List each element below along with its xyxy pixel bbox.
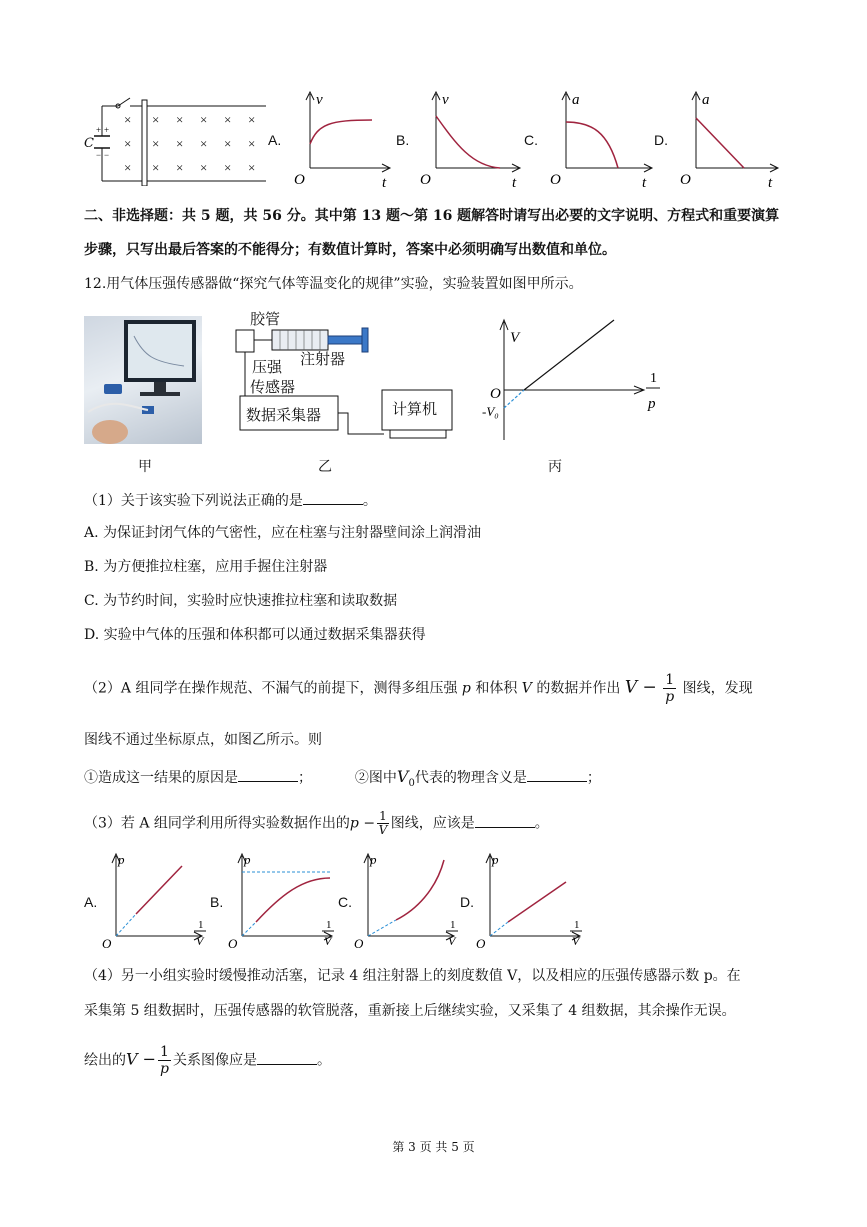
capacitor-label: C <box>84 136 94 151</box>
part4-frac-num: 1 <box>160 1044 169 1060</box>
caption-jia: 甲 <box>138 459 152 475</box>
part3-fx: p − <box>349 815 376 832</box>
graph-c-x-den: p <box>648 396 656 412</box>
part4-fx: V − <box>126 1049 157 1069</box>
p3b-xden: V <box>324 934 332 948</box>
svg-text:×: × <box>200 160 208 175</box>
top-graph-c <box>546 88 658 190</box>
svg-text:+: + <box>96 125 102 135</box>
part2-p: p <box>461 680 471 697</box>
part2-pre: （2）A 组同学在操作规范、不漏气的前提下，测得多组压强 <box>84 680 458 697</box>
p3d-y: p <box>492 852 499 867</box>
part3-end: 。 <box>534 815 549 832</box>
label-computer: 计算机 <box>392 400 438 418</box>
svg-text:×: × <box>152 136 160 151</box>
part3-blank[interactable] <box>475 813 535 828</box>
top-graph-a-y-label: v <box>316 92 323 108</box>
top-option-c: C. <box>524 132 538 148</box>
top-option-d: D. <box>654 132 668 148</box>
label-sensor-2: 传感器 <box>250 378 296 396</box>
p3b-xnum: 1 <box>326 919 332 931</box>
part2-V: V <box>521 680 532 697</box>
top-graph-a <box>290 88 394 190</box>
svg-text:×: × <box>124 160 132 175</box>
p3d-xnum: 1 <box>574 919 580 931</box>
svg-text:×: × <box>248 136 256 151</box>
part2-end: ； <box>586 770 601 786</box>
part2-item1: ①造成这一结果的原因是 <box>84 770 238 786</box>
part2-item2a: ②图中 <box>354 770 397 786</box>
part4-post: 关系图像应是 <box>172 1052 257 1069</box>
top-graph-c-y-label: a <box>572 92 580 108</box>
part3-frac-num: 1 <box>379 809 387 823</box>
part2-blank2[interactable] <box>527 767 587 782</box>
part2-mid: 和体积 <box>470 680 522 697</box>
part2-line2: 图线不通过坐标原点，如图乙所示。则 <box>84 732 322 748</box>
svg-text:×: × <box>224 136 232 151</box>
p3a-xden: V <box>196 934 204 948</box>
part3-line <box>84 810 549 837</box>
label-collector: 数据采集器 <box>246 406 322 424</box>
p3c-y: p <box>370 852 377 867</box>
part4-end: 。 <box>316 1052 331 1069</box>
p3b-y: p <box>244 852 251 867</box>
section2-line1: 二、非选择题：共 5 题，共 56 分。其中第 13 题～第 16 题解答时请写出必要的文字说明、方程式和重要演算 <box>84 208 780 224</box>
section2-line2: 步骤，只写出最后答案的不能得分；有数值计算时，答案中必须明确写出数值和单位。 <box>84 242 616 258</box>
svg-text:−: − <box>104 150 110 160</box>
svg-text:×: × <box>176 160 184 175</box>
svg-text:×: × <box>152 160 160 175</box>
page-footer: 第 3 页 共 5 页 <box>392 1140 475 1154</box>
p3-option-d: D. <box>460 894 474 910</box>
svg-text:×: × <box>176 112 184 127</box>
p3-graph-d <box>474 850 590 950</box>
svg-text:×: × <box>248 160 256 175</box>
graph-v-vs-inv-p <box>480 316 670 442</box>
part2-item2b: 代表的物理含义是 <box>414 770 527 786</box>
part2-items <box>84 767 601 794</box>
p3-graph-c <box>352 850 464 950</box>
top-graph-a-origin: O <box>294 172 305 188</box>
top-graph-d-x-label: t <box>768 175 773 190</box>
label-tube: 胶管 <box>250 310 281 328</box>
graph-c-origin: O <box>490 386 501 402</box>
part2-blank1[interactable] <box>238 767 298 782</box>
svg-text:+: + <box>104 125 110 135</box>
part3-frac-den: V <box>378 823 388 837</box>
p3d-xden: V <box>572 934 580 948</box>
svg-text:×: × <box>124 136 132 151</box>
p3-graph-a <box>100 850 212 950</box>
top-graph-c-origin: O <box>550 172 561 188</box>
part4-frac <box>158 1044 171 1077</box>
top-graph-d <box>676 88 784 190</box>
top-option-a: A. <box>268 132 282 148</box>
p3a-y: p <box>118 852 125 867</box>
p3-option-b: B. <box>210 894 224 910</box>
part1-option-d: D. 实验中气体的压强和体积都可以通过数据采集器获得 <box>84 627 426 643</box>
part4-blank[interactable] <box>257 1050 317 1065</box>
part1-option-a: A. 为保证封闭气体的气密性，应在柱塞与注射器壁间涂上润滑油 <box>84 525 482 541</box>
label-syringe: 注射器 <box>300 350 346 368</box>
part4-line2: 采集第 5 组数据时，压强传感器的软管脱落，重新接上后继续实验，又采集了 4 组数据，其余操作无误。 <box>84 1003 736 1019</box>
svg-text:×: × <box>248 112 256 127</box>
svg-text:×: × <box>200 136 208 151</box>
p3c-origin: O <box>354 936 364 950</box>
part2-item2-V: V <box>396 767 409 786</box>
label-sensor-1: 压强 <box>252 358 283 376</box>
p3-option-a: A. <box>84 894 98 910</box>
top-graph-b <box>416 88 526 190</box>
p3d-origin: O <box>476 936 486 950</box>
part2-fx: V − <box>624 677 657 698</box>
part4-pre: 绘出的 <box>84 1052 126 1069</box>
p3-graph-b <box>226 850 342 950</box>
caption-bing: 丙 <box>548 459 562 475</box>
part2-item2-sub: 0 <box>408 777 415 789</box>
part1-blank[interactable] <box>303 490 363 505</box>
part1-option-b: B. 为方便推拉柱塞，应用手握住注射器 <box>84 559 328 575</box>
part4-line3 <box>84 1044 331 1077</box>
part3-frac <box>377 810 389 837</box>
top-graph-a-x-label: t <box>382 175 387 190</box>
top-graph-c-x-label: t <box>642 175 647 190</box>
part2-sep: ； <box>298 770 312 786</box>
p3c-xden: V <box>448 934 456 948</box>
top-graph-d-origin: O <box>680 172 691 188</box>
svg-text:−: − <box>96 150 102 160</box>
part2-line1 <box>84 672 753 705</box>
p3a-origin: O <box>102 936 112 950</box>
part4-line1: （4）另一小组实验时缓慢推动活塞，记录 4 组注射器上的刻度数值 V，以及相应的压强传感器示数 p。在 <box>84 968 741 984</box>
graph-c-x-num: 1 <box>650 371 657 386</box>
top-option-b: B. <box>396 132 410 148</box>
top-graph-b-origin: O <box>420 172 431 188</box>
part2-post: 图线，发现 <box>682 680 753 697</box>
part1-end: 。 <box>362 493 377 509</box>
top-graph-b-x-label: t <box>512 175 517 190</box>
q12-intro: 12.用气体压强传感器做“探究气体等温变化的规律”实验，实验装置如图甲所示。 <box>84 276 583 292</box>
part2-mid2: 的数据并作出 <box>531 680 621 697</box>
svg-text:×: × <box>176 136 184 151</box>
caption-yi: 乙 <box>318 459 332 475</box>
svg-text:×: × <box>224 160 232 175</box>
svg-text:×: × <box>124 112 132 127</box>
part3-post: 图线，应该是 <box>390 815 475 832</box>
part3-pre: （3）若 A 组同学利用所得实验数据作出的 <box>84 815 350 832</box>
top-graph-b-y-label: v <box>442 92 449 108</box>
svg-text:×: × <box>200 112 208 127</box>
p3-option-c: C. <box>338 894 352 910</box>
graph-c-intercept: -V₀ <box>482 404 499 419</box>
top-graph-d-y-label: a <box>702 92 710 108</box>
p3c-xnum: 1 <box>450 919 456 931</box>
svg-text:×: × <box>152 112 160 127</box>
p3a-xnum: 1 <box>198 919 204 931</box>
svg-text:×: × <box>224 112 232 127</box>
part2-frac: $\frac{1}{p}$ <box>665 672 675 705</box>
p3b-origin: O <box>228 936 238 950</box>
part1-option-c: C. 为节约时间，实验时应快速推拉柱塞和读取数据 <box>84 593 398 609</box>
graph-c-y-label: V <box>510 330 520 346</box>
part4-frac-den: p <box>160 1061 169 1077</box>
part1-stem <box>84 490 377 511</box>
circuit-figure <box>80 86 280 186</box>
part1-stem-text: （1）关于该实验下列说法正确的是 <box>84 493 303 509</box>
apparatus-photo <box>84 316 202 444</box>
